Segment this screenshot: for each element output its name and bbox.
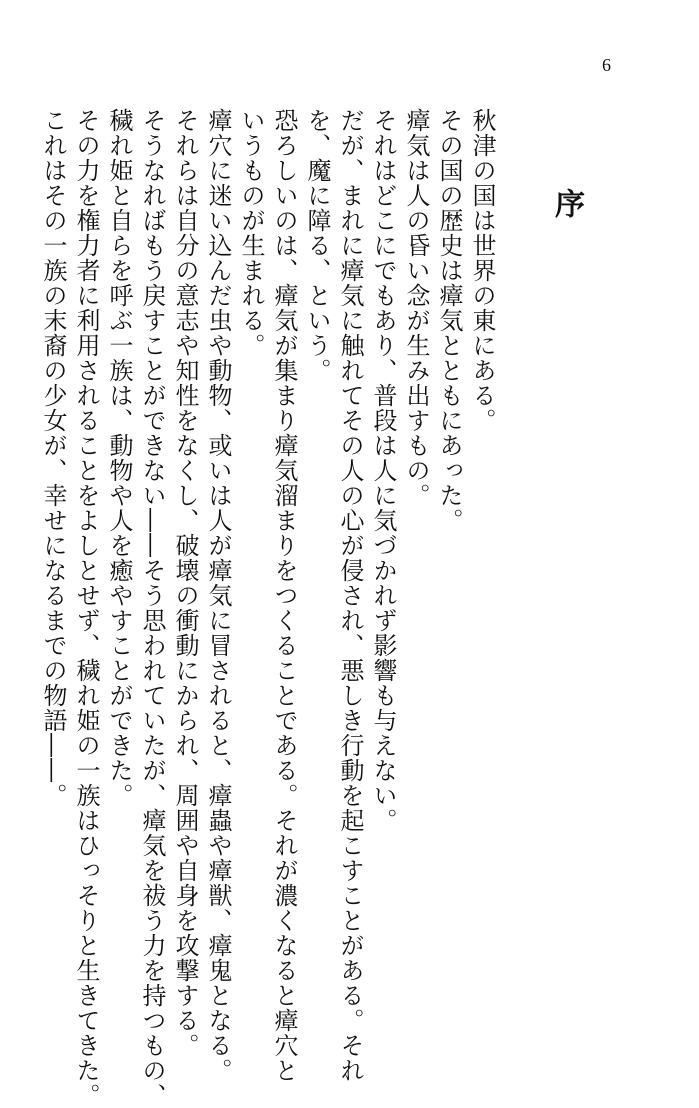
chapter-title: 序: [549, 188, 584, 219]
text-line: それはどこにでもあり、普段は人に気づかれず影響も与えない。: [369, 108, 397, 833]
text-line: だが、まれに瘴気に触れてその人の心が侵され、悪しき行動を起こすことがある。それ: [336, 108, 364, 1083]
vertical-text-block: [36, 108, 635, 1108]
text-line: 恐ろしいのは、瘴気が集まり瘴気溜まりをつくることである。それが濃くなると瘴穴と: [270, 108, 298, 1083]
text-line: その力を権力者に利用されることをよしとせず、穢れ姫の一族はひっそりと生きてきた。: [72, 108, 100, 1108]
text-line: 秋津の国は世界の東にある。: [468, 108, 496, 433]
text-line: そうなればもう戻すことができない――そう思われていたが、瘴気を祓う力を持つもの、: [138, 108, 166, 1108]
text-line: 瘴穴に迷い込んだ虫や動物、或いは人が瘴気に冒されると、瘴蟲や瘴獣、瘴鬼となる。: [204, 108, 232, 1083]
text-line: これはその一族の末裔の少女が、幸せになるまでの物語――。: [39, 108, 67, 808]
text-line: 瘴気は人の昏い念が生み出すもの。: [402, 108, 430, 508]
text-line: その国の歴史は瘴気とともにあった。: [435, 108, 463, 533]
text-line: いうものが生まれる。: [237, 108, 265, 358]
page-number: 6: [602, 55, 611, 75]
title-spacer: [498, 108, 532, 968]
text-line: を、魔に障る、という。: [303, 108, 331, 383]
text-line: それらは自分の意志や知性をなくし、破壊の衝動にかられ、周囲や自身を攻撃する。: [171, 108, 199, 1058]
text-line: 穢れ姫と自らを呼ぶ一族は、動物や人を癒やすことができた。: [105, 108, 133, 808]
